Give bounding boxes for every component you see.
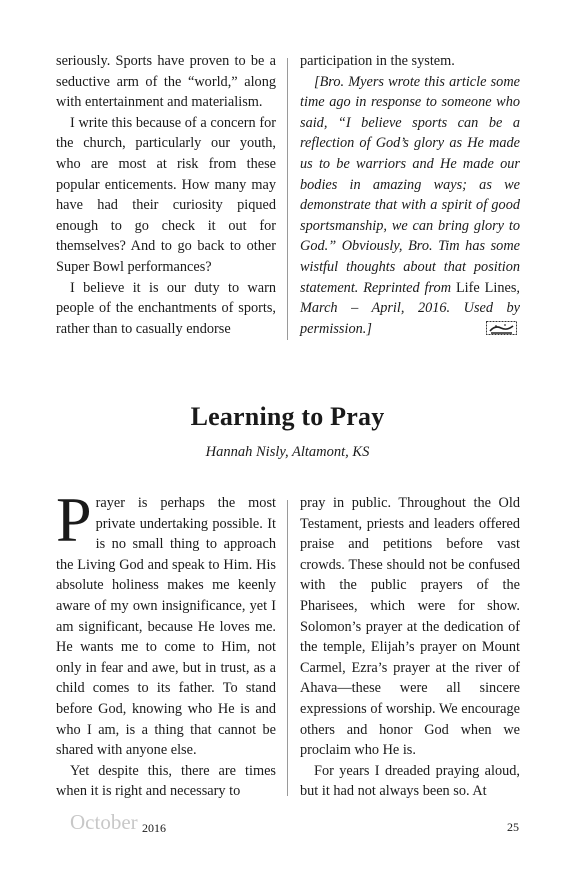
body-paragraph: I write this because of a concern for the church, particularly our youth, who are most at risk from these popular enticements. How many may have had their curiosity piqued enough to go check it out for themselves? And to go back to other Super Bowl performances? (56, 114, 276, 275)
top-right-column (300, 51, 520, 339)
article-byline: Hannah Nisly, Altamont, KS (205, 444, 370, 460)
editor-note (300, 72, 520, 340)
end-of-article-mark (486, 321, 517, 335)
source-title: Life Lines (455, 279, 517, 296)
page-number: 25 (507, 820, 519, 834)
article-title: Learning to Pray (190, 402, 385, 431)
footer-year: 2016 (142, 821, 166, 835)
footer-month: October (70, 810, 138, 834)
body-paragraph: pray in public. Throughout the Old Testament, priests and leaders offered praise and petitions before vast crowds. These should not be confused with the public prayers of the Pharisees, which were for show. Solomon’s prayer at the dedication of the temple, Elijah’s prayer on Mount Carmel, Ezra’s prayer at the river of Ahava—these were all sincere expressions of worship. We encourage others and honor God when we proclaim who He is. (300, 495, 520, 759)
column-divider (287, 500, 288, 796)
editor-note-text: , March – April, 2016. Used by permission.] (300, 279, 520, 337)
body-paragraph: I believe it is our duty to warn people of the enchantments of sports, rather than to casually endorse (56, 279, 276, 337)
editor-note-text: [Bro. Myers wrote this article some time ago in response to someone who said, “I believe sports can be a reflection of God’s glory as He made us to be warriors and He made our bodies in amazing ways; as we demonstrate that with a spirit of good sportsmanship, we can bring glory to God.” Obviously, Bro. Tim has some wistful thoughts about that position statement. Reprinted from (300, 73, 520, 296)
body-text: rayer is perhaps the most private undertaking possible. It is no small thing to approach the Living God and speak to Him. His absolute holiness makes me keenly aware of my own insignificance, yet I am significant, because He loves me. He wants me to come to Him, not only in fear and awe, but in trust, as a child comes to its father. To stand before God, knowing who He is and who I am, is a thing that cannot be shared with anyone else. (56, 495, 276, 759)
body-paragraph: seriously. Sports have proven to be a seductive arm of the “world,” along with entertainment and materialism. (56, 53, 276, 111)
column-divider (287, 58, 288, 340)
body-paragraph: participation in the system. (300, 53, 455, 69)
article-left-column (56, 484, 276, 802)
drop-cap: P (56, 484, 92, 555)
body-paragraph: For years I dreaded praying aloud, but it had not always been so. At (300, 762, 520, 800)
article-right-column (300, 493, 520, 802)
body-paragraph: Yet despite this, there are times when it is right and necessary to (56, 762, 276, 800)
top-left-column (56, 51, 276, 339)
body-paragraph (56, 484, 276, 761)
